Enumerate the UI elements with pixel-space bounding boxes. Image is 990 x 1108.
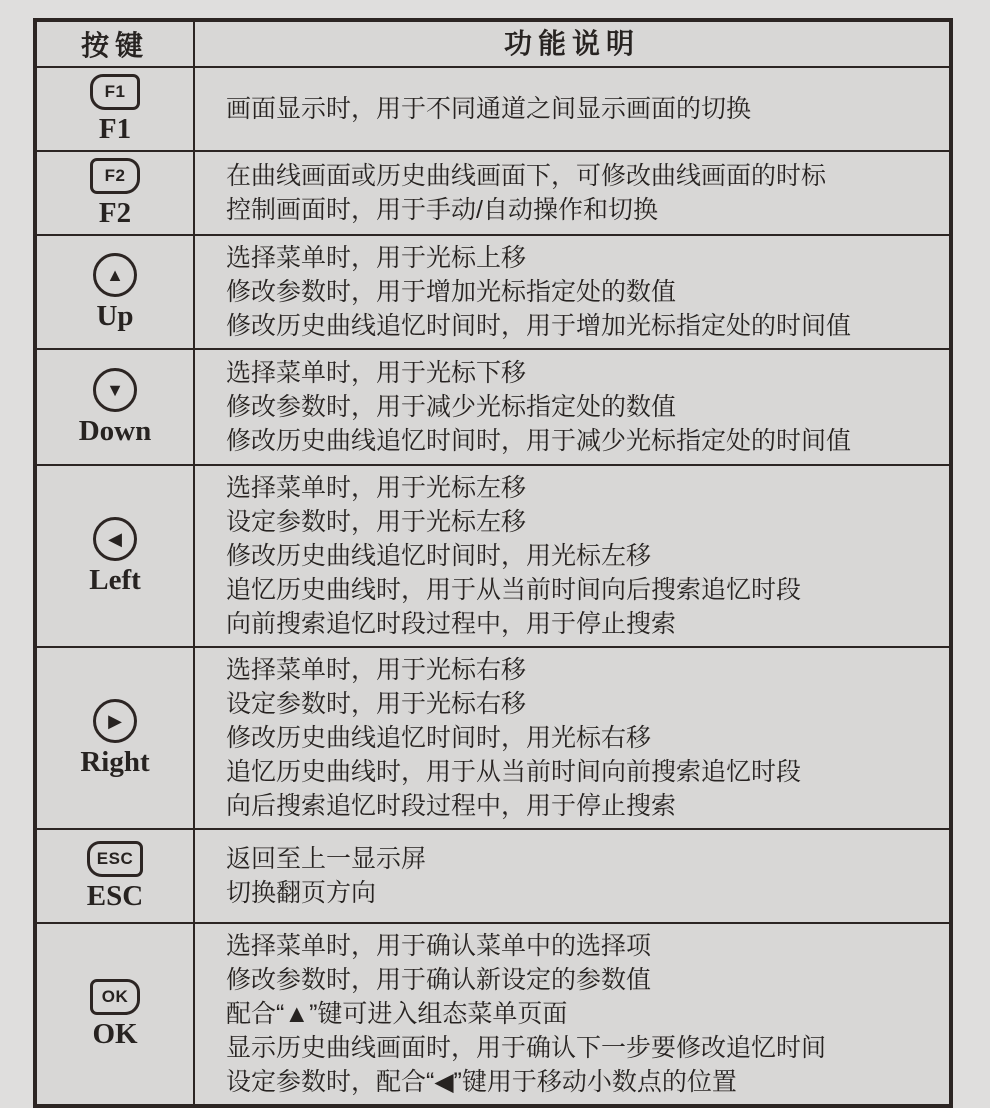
function-description-cell — [195, 236, 949, 348]
description-line: 修改参数时，用于增加光标指定处的数值 — [226, 278, 677, 306]
esc-keycap-icon: ESC — [87, 841, 143, 877]
key-label: ESC — [86, 880, 144, 912]
key-label: OK — [92, 1018, 138, 1050]
header-description-column: 功能说明 — [503, 28, 640, 59]
description-line: 修改参数时，用于确认新设定的参数值 — [226, 966, 652, 994]
description-line: 配合“▲”键可进入组态菜单页面 — [226, 1000, 568, 1028]
description-line: 修改历史曲线追忆时间时，用于减少光标指定处的时间值 — [226, 427, 852, 455]
key-cell-ok — [37, 924, 195, 1104]
description-line: 设定参数时，配合“◀”键用于移动小数点的位置 — [226, 1068, 737, 1096]
description-line: 返回至上一显示屏 — [226, 845, 427, 873]
table-row — [37, 646, 949, 828]
key-label: Down — [78, 415, 152, 447]
description-line: 选择菜单时，用于光标上移 — [226, 244, 527, 272]
description-line: 设定参数时，用于光标左移 — [226, 508, 527, 536]
description-line: 修改参数时，用于减少光标指定处的数值 — [226, 393, 677, 421]
left-arrow-icon: ◀ — [93, 517, 137, 561]
key-cell-f1 — [37, 68, 195, 150]
description-line: 追忆历史曲线时，用于从当前时间向前搜索追忆时段 — [226, 758, 802, 786]
up-arrow-icon: ▲ — [93, 253, 137, 297]
table-row — [37, 348, 949, 464]
function-description-cell — [195, 466, 949, 646]
key-label: F1 — [98, 113, 132, 145]
right-arrow-icon: ▶ — [93, 699, 137, 743]
f1-keycap-icon: F1 — [90, 74, 140, 110]
header-key-column: 按键 — [37, 22, 195, 66]
description-line: 选择菜单时，用于光标下移 — [226, 359, 527, 387]
table-header-row — [37, 22, 949, 66]
description-line: 修改历史曲线追忆时间时，用光标右移 — [226, 724, 652, 752]
key-function-table — [33, 18, 953, 1108]
description-line: 追忆历史曲线时，用于从当前时间向后搜索追忆时段 — [226, 576, 802, 604]
key-label: Up — [96, 300, 134, 332]
description-line: 显示历史曲线画面时，用于确认下一步要修改追忆时间 — [226, 1034, 827, 1062]
key-cell-right — [37, 648, 195, 828]
description-line: 向前搜索追忆时段过程中，用于停止搜索 — [226, 610, 677, 638]
function-description-cell — [195, 152, 949, 234]
key-cell-left — [37, 466, 195, 646]
key-label: F2 — [98, 197, 132, 229]
description-line: 修改历史曲线追忆时间时，用于增加光标指定处的时间值 — [226, 312, 852, 340]
f2-keycap-icon: F2 — [90, 158, 140, 194]
table-row — [37, 828, 949, 922]
description-line: 向后搜索追忆时段过程中，用于停止搜索 — [226, 792, 677, 820]
table-row — [37, 66, 949, 150]
key-label: Right — [80, 746, 150, 778]
description-line: 设定参数时，用于光标右移 — [226, 690, 527, 718]
table-row — [37, 464, 949, 646]
key-cell-up — [37, 236, 195, 348]
description-line: 选择菜单时，用于确认菜单中的选择项 — [226, 932, 652, 960]
function-description-cell — [195, 648, 949, 828]
description-line: 选择菜单时，用于光标左移 — [226, 474, 527, 502]
table-row — [37, 150, 949, 234]
key-cell-f2 — [37, 152, 195, 234]
table-row — [37, 234, 949, 348]
function-description-cell — [195, 830, 949, 922]
function-description-cell — [195, 350, 949, 464]
key-cell-esc — [37, 830, 195, 922]
description-line: 修改历史曲线追忆时间时，用光标左移 — [226, 542, 652, 570]
key-cell-down — [37, 350, 195, 464]
down-arrow-icon: ▼ — [93, 368, 137, 412]
key-label: Left — [89, 564, 141, 596]
description-line: 在曲线画面或历史曲线画面下，可修改曲线画面的时标 — [226, 162, 827, 190]
table-row — [37, 922, 949, 1104]
function-description-cell — [195, 68, 949, 150]
ok-keycap-icon: OK — [90, 979, 140, 1015]
description-line: 控制画面时，用于手动/自动操作和切换 — [226, 196, 658, 224]
description-line: 选择菜单时，用于光标右移 — [226, 656, 527, 684]
description-line: 画面显示时，用于不同通道之间显示画面的切换 — [226, 95, 752, 123]
function-description-cell — [195, 924, 949, 1104]
description-line: 切换翻页方向 — [226, 879, 377, 907]
